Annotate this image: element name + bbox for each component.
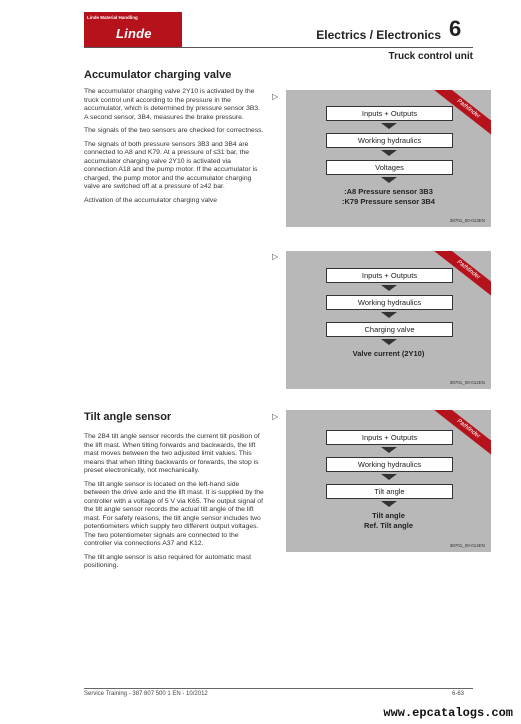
paragraph: Activation of the accumulator charging valve: [84, 196, 217, 204]
down-arrow-icon: [381, 177, 397, 183]
diagram-box: Working hydraulics: [326, 295, 453, 310]
pathfinder-diagram-voltages: [286, 90, 491, 227]
page-subtitle: Truck control unit: [388, 51, 473, 62]
diagram-box: Inputs + Outputs: [326, 106, 453, 121]
pathfinder-ribbon: Pathfinder: [429, 90, 491, 142]
diagram-value: Valve current (2Y10): [352, 349, 425, 358]
arrow-icon: ▷: [272, 252, 279, 261]
diagram-box: Inputs + Outputs: [326, 268, 453, 283]
down-arrow-icon: [381, 339, 397, 345]
section-text-accumulator: [84, 88, 264, 210]
figure-reference: 38701_00-012EN: [449, 380, 485, 385]
pathfinder-diagram-charging-valve: [286, 251, 491, 389]
diagram-box: Tilt angle: [326, 484, 453, 499]
figure-reference: 38701_00-013EN: [449, 218, 485, 223]
brand-logo-text: Linde: [116, 26, 152, 41]
down-arrow-icon: [381, 501, 397, 507]
page-title: Electrics / Electronics: [316, 28, 441, 42]
diagram-value: :A8 Pressure sensor 3B3: [344, 187, 433, 196]
section-heading-accumulator: Accumulator charging valve: [84, 69, 232, 81]
site-watermark: www.epcatalogs.com: [383, 706, 513, 720]
paragraph: The signals of the two sensors are checked for correctness.: [84, 127, 264, 134]
diagram-value: Tilt angle: [372, 511, 405, 520]
brand-small-text: Linde Material Handling: [87, 15, 138, 20]
pathfinder-diagram-tilt-angle: [286, 410, 491, 552]
page-number: 6-63: [452, 691, 465, 697]
header-divider: [84, 47, 473, 48]
diagram-box: Working hydraulics: [326, 457, 453, 472]
paragraph: The accumulator charging valve 2Y10 is activated by the truck control unit according to the pressure in the accumulator, which is determined by pressure sensor 3B3. A second sensor, 3B4, measures the brake pressure.: [84, 88, 261, 121]
down-arrow-icon: [381, 447, 397, 453]
paragraph: The tilt angle sensor is located on the left-hand side between the drive axle and the lift mast. It is supplied by the controller with a voltage of 5 V via K65. The output signal of the tilt angle sensor records the actual tilt angle of the lift mast. For safety reasons, the tilt angle sensor includes two potentiometers which supply two different output voltages. The two potentiometer signals are connected to the controller via connections A37 and K12.: [84, 480, 264, 547]
linde-logo: [84, 12, 182, 48]
paragraph: The 2B4 tilt angle sensor records the current tilt position of the lift mast. When tilting forwards and backwards, the lift mast moves between the two adjusted limit values. This means that when tilting backwards or forwards, the stop is preset electronically, not mechanically.: [84, 433, 260, 474]
footer-text: Service Training - 387 807 500 1 EN - 10/2012: [84, 691, 208, 697]
section-text-tilt-angle: [84, 433, 264, 576]
down-arrow-icon: [381, 285, 397, 291]
footer-divider: [84, 688, 473, 689]
figure-reference: 38701_00-014EN: [449, 543, 485, 548]
pathfinder-ribbon: Pathfinder: [429, 410, 491, 462]
arrow-icon: ▷: [272, 92, 279, 101]
paragraph: The tilt angle sensor is also required for automatic mast positioning.: [84, 553, 251, 569]
down-arrow-icon: [381, 123, 397, 129]
arrow-icon: ▷: [272, 412, 279, 421]
pathfinder-ribbon: Pathfinder: [429, 251, 491, 303]
down-arrow-icon: [381, 474, 397, 480]
diagram-box: Voltages: [326, 160, 453, 175]
diagram-value: :K79 Pressure sensor 3B4: [342, 197, 435, 206]
section-heading-tilt-angle: Tilt angle sensor: [84, 411, 172, 423]
down-arrow-icon: [381, 150, 397, 156]
diagram-box: Inputs + Outputs: [326, 430, 453, 445]
diagram-value: Ref. Tilt angle: [363, 521, 414, 530]
chapter-number: 6: [449, 16, 462, 41]
paragraph: The signals of both pressure sensors 3B3 and 3B4 are connected to A8 and K79. At a pressure of ≤31 bar, the accumulator charging valve 2Y10 is activated via connection A18 and the pump motor. If the accumulator is charged, the pump motor and the accumulator charging valve are switched off at a pressure of ≥42 bar.: [84, 140, 258, 190]
down-arrow-icon: [381, 312, 397, 318]
diagram-box: Working hydraulics: [326, 133, 453, 148]
diagram-box: Charging valve: [326, 322, 453, 337]
